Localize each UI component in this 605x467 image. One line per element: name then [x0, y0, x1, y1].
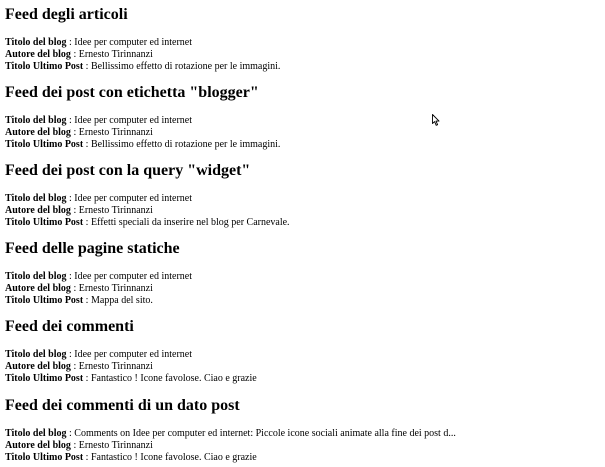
blog-author-value: Ernesto Tirinnanzi	[78, 49, 153, 60]
blog-author-value: Ernesto Tirinnanzi	[78, 205, 153, 216]
blog-author-label: Autore del blog	[5, 283, 71, 294]
separator: :	[66, 349, 75, 360]
blog-title-label: Titolo del blog	[5, 428, 67, 439]
separator: :	[66, 428, 75, 439]
blog-title-line	[5, 428, 600, 440]
mouse-pointer-icon	[432, 114, 440, 126]
blog-title-label: Titolo del blog	[5, 193, 67, 204]
feed-info	[5, 271, 600, 307]
blog-title-label: Titolo del blog	[5, 115, 67, 126]
separator: :	[66, 193, 75, 204]
blog-title-line	[5, 115, 600, 127]
last-post-label: Titolo Ultimo Post	[5, 295, 84, 306]
section-heading: Feed dei post con etichetta "blogger"	[5, 84, 259, 101]
separator: :	[83, 139, 91, 150]
separator: :	[83, 452, 91, 463]
blog-author-value: Ernesto Tirinnanzi	[78, 440, 153, 451]
last-post-line	[5, 373, 600, 385]
blog-title-value: Idee per computer ed internet	[74, 193, 193, 204]
last-post-label: Titolo Ultimo Post	[5, 373, 84, 384]
last-post-value: Fantastico ! Icone favolose. Ciao e grazie	[90, 373, 257, 384]
last-post-value: Bellissimo effetto di rotazione per le immagini.	[90, 61, 281, 72]
feed-info	[5, 428, 600, 464]
blog-title-label: Titolo del blog	[5, 349, 67, 360]
separator: :	[70, 205, 79, 216]
last-post-line	[5, 61, 600, 73]
blog-title-value: Comments on Idee per computer ed internet: Piccole icone sociali animate alla fine dei post d...	[74, 428, 456, 439]
separator: :	[70, 440, 79, 451]
last-post-value: Effetti speciali da inserire nel blog per Carnevale.	[90, 217, 290, 228]
blog-title-label: Titolo del blog	[5, 271, 67, 282]
blog-author-label: Autore del blog	[5, 440, 71, 451]
last-post-label: Titolo Ultimo Post	[5, 139, 84, 150]
section-heading: Feed dei commenti di un dato post	[5, 397, 240, 414]
last-post-value: Mappa del sito.	[90, 295, 153, 306]
blog-title-label: Titolo del blog	[5, 37, 67, 48]
last-post-label: Titolo Ultimo Post	[5, 452, 84, 463]
blog-title-value: Idee per computer ed internet	[74, 37, 193, 48]
separator: :	[70, 283, 79, 294]
blog-author-line	[5, 49, 600, 61]
blog-author-line	[5, 440, 600, 452]
feed-info	[5, 349, 600, 385]
separator: :	[70, 361, 79, 372]
blog-title-line	[5, 193, 600, 205]
blog-author-value: Ernesto Tirinnanzi	[78, 127, 153, 138]
last-post-label: Titolo Ultimo Post	[5, 217, 84, 228]
last-post-value: Bellissimo effetto di rotazione per le immagini.	[90, 139, 281, 150]
separator: :	[83, 295, 91, 306]
separator: :	[83, 373, 91, 384]
blog-author-label: Autore del blog	[5, 361, 71, 372]
blog-title-value: Idee per computer ed internet	[74, 115, 193, 126]
blog-author-line	[5, 205, 600, 217]
feed-info	[5, 193, 600, 229]
feed-info	[5, 37, 600, 73]
blog-author-label: Autore del blog	[5, 127, 71, 138]
feed-section-label-blogger	[5, 83, 600, 151]
separator: :	[66, 271, 75, 282]
separator: :	[70, 127, 79, 138]
blog-author-line	[5, 283, 600, 295]
blog-author-label: Autore del blog	[5, 205, 71, 216]
blog-author-label: Autore del blog	[5, 49, 71, 60]
feed-section-post-comments	[5, 396, 600, 464]
last-post-line	[5, 452, 600, 464]
section-heading: Feed dei post con la query "widget"	[5, 162, 251, 179]
last-post-line	[5, 217, 600, 229]
blog-title-line	[5, 37, 600, 49]
blog-author-value: Ernesto Tirinnanzi	[78, 283, 153, 294]
feed-section-query-widget	[5, 161, 600, 229]
blog-title-line	[5, 349, 600, 361]
separator: :	[70, 49, 79, 60]
last-post-line	[5, 139, 600, 151]
blog-title-line	[5, 271, 600, 283]
separator: :	[83, 217, 91, 228]
separator: :	[66, 37, 75, 48]
blog-author-line	[5, 127, 600, 139]
section-heading: Feed degli articoli	[5, 6, 128, 23]
section-heading: Feed delle pagine statiche	[5, 240, 180, 257]
feed-section-comments	[5, 317, 600, 385]
blog-title-value: Idee per computer ed internet	[74, 349, 193, 360]
feed-section-articles	[5, 5, 600, 73]
feed-info	[5, 115, 600, 151]
blog-author-value: Ernesto Tirinnanzi	[78, 361, 153, 372]
separator: :	[83, 61, 91, 72]
blog-author-line	[5, 361, 600, 373]
section-heading: Feed dei commenti	[5, 318, 134, 335]
feed-section-static-pages	[5, 239, 600, 307]
blog-title-value: Idee per computer ed internet	[74, 271, 193, 282]
last-post-line	[5, 295, 600, 307]
last-post-value: Fantastico ! Icone favolose. Ciao e grazie	[90, 452, 257, 463]
separator: :	[66, 115, 75, 126]
last-post-label: Titolo Ultimo Post	[5, 61, 84, 72]
